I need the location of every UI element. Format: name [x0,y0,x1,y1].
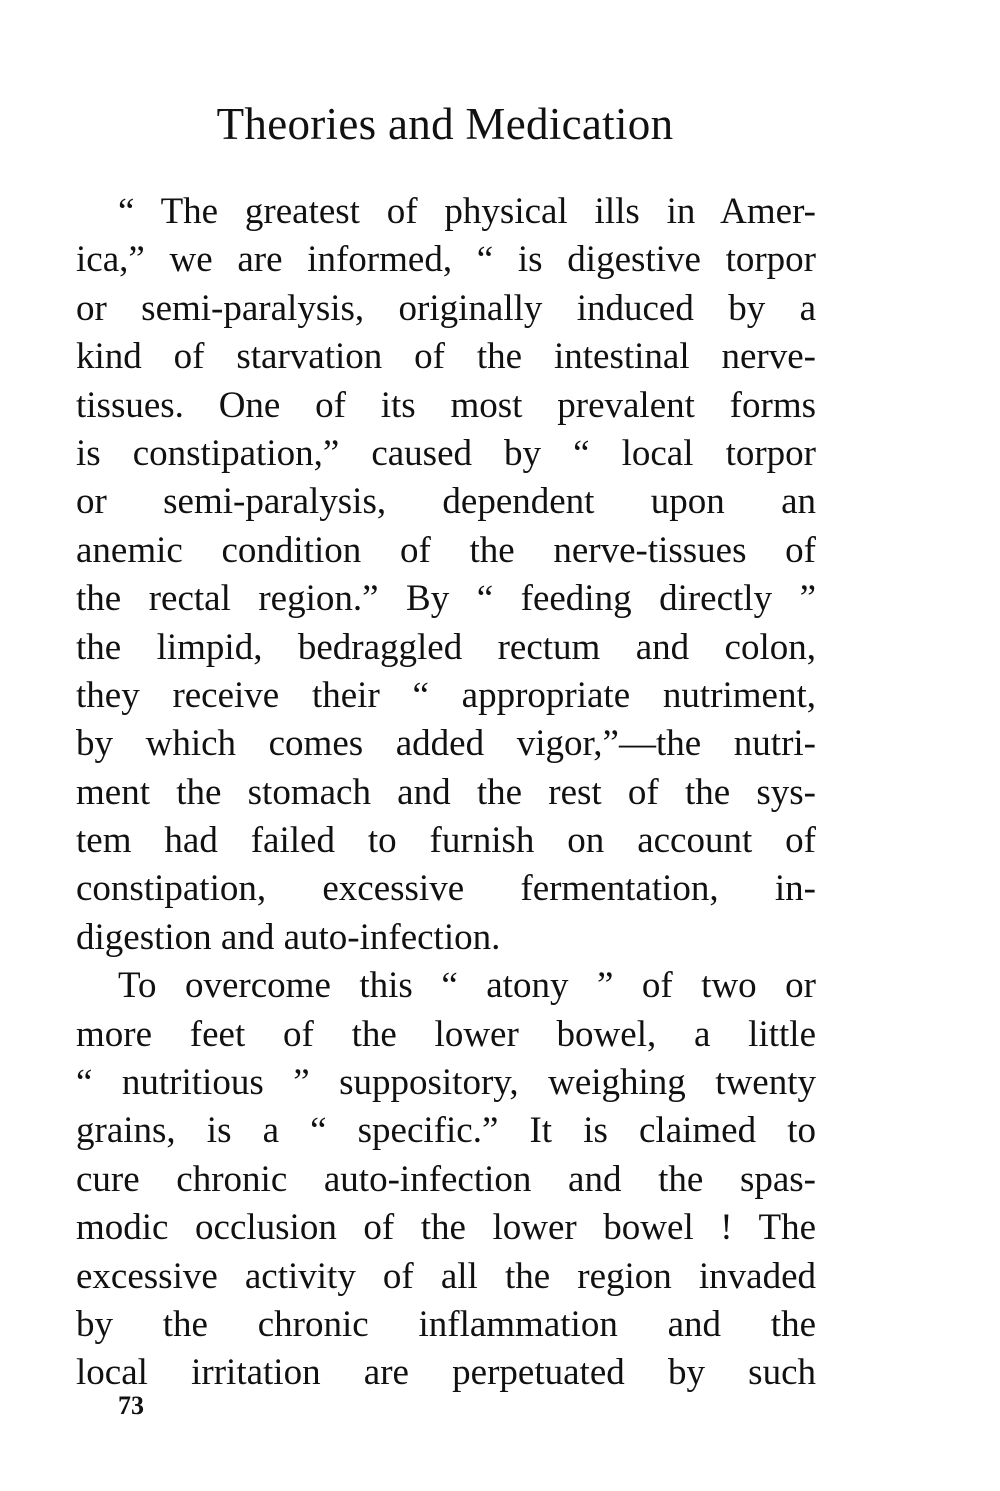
text-line: anemic condition of the nerve-tissues of [76,529,816,571]
text-line: tem had failed to furnish on account of [76,820,816,862]
text-line: modic occlusion of the lower bowel ! The [76,1207,816,1249]
text-line: To overcome this “ atony ” of two or [118,965,816,1007]
text-line: ment the stomach and the rest of the sys- [76,771,816,813]
text-line: the limpid, bedraggled rectum and colon, [76,626,816,668]
text-line: the rectal region.” By “ feeding directly ” [76,578,816,620]
running-title: Theories and Medication [216,99,674,149]
text-line: by which comes added vigor,”—the nutri- [76,723,816,765]
text-line: constipation, excessive fermentation, in- [76,868,816,910]
paragraph-1 [76,188,816,962]
text-line: is constipation,” caused by “ local torpor [76,432,816,474]
text-line: they receive their “ appropriate nutriment, [76,674,816,716]
text-line: cure chronic auto-infection and the spas- [76,1158,816,1200]
text-line: grains, is a “ specific.” It is claimed to [76,1110,816,1152]
text-line: “ nutritious ” suppository, weighing twenty [76,1062,816,1104]
text-line: excessive activity of all the region invaded [76,1255,816,1297]
text-line: or semi-paralysis, originally induced by a [76,287,816,329]
text-line: kind of starvation of the intestinal nerve- [76,336,816,378]
body-text [76,188,816,1398]
text-line: or semi-paralysis, dependent upon an [76,481,816,523]
page-number: 73 [118,1391,144,1420]
text-line: local irritation are perpetuated by such [76,1352,816,1394]
paragraph-2 [76,962,816,1398]
text-line: digestion and auto-infection. [76,916,501,958]
text-line: more feet of the lower bowel, a little [76,1013,816,1055]
text-line: tissues. One of its most prevalent forms [76,384,816,426]
text-line: by the chronic inflammation and the [76,1303,816,1345]
text-line: ica,” we are informed, “ is digestive torpor [76,239,816,281]
text-line: “ The greatest of physical ills in Amer- [118,191,816,232]
